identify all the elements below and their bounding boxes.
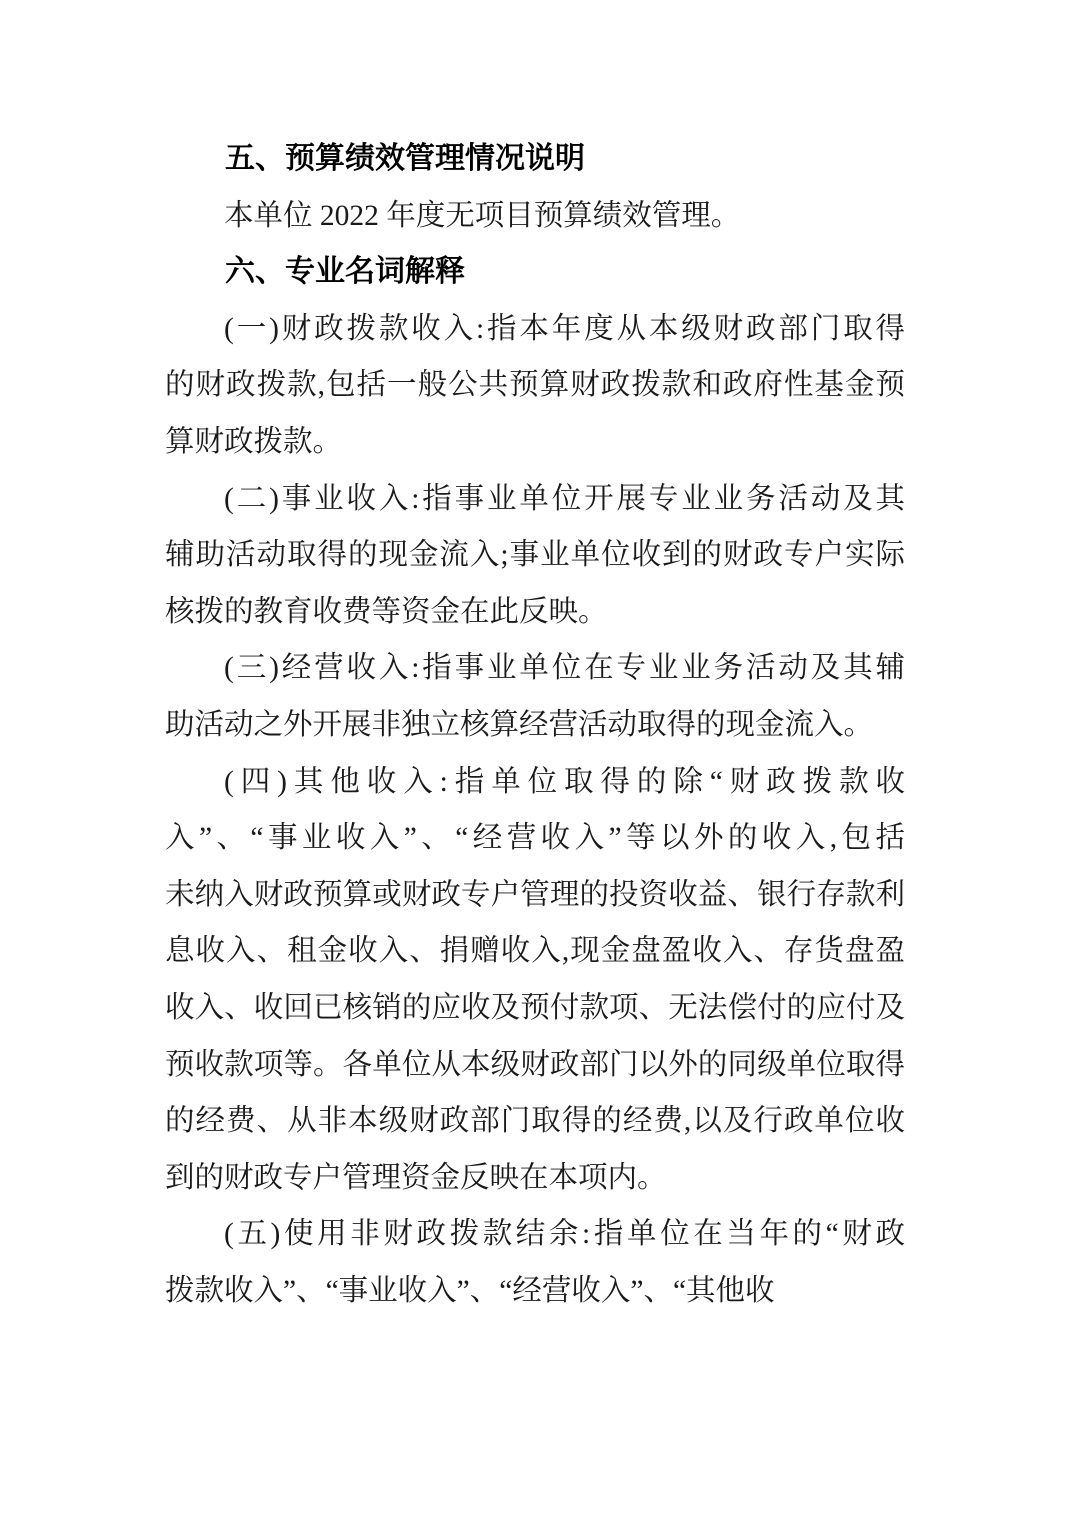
text-line: 入”、“事业收入”、“经营收入”等以外的收入,包括: [165, 822, 905, 855]
section-heading-terminology: 六、专业名词解释: [225, 255, 465, 289]
text-line: (二)事业收入:指事业单位开展专业业务活动及其: [224, 482, 905, 515]
text-line: 算财政拨款。: [165, 425, 343, 458]
text-line: (四)其他收入:指单位取得的除“财政拨款收: [224, 765, 905, 798]
section-heading-budget-performance: 五、预算绩效管理情况说明: [225, 142, 585, 175]
text-line: 辅助活动取得的现金流入;事业单位收到的财政专户实际: [165, 539, 905, 572]
text-line: 预收款项等。各单位从本级财政部门以外的同级单位取得: [165, 1048, 905, 1081]
text-line: 息收入、租金收入、捐赠收入,现金盘盈收入、存货盘盈: [165, 935, 905, 968]
text-line: 的经费、从非本级财政部门取得的经费,以及行政单位收: [165, 1105, 905, 1138]
text-line: 核拨的教育收费等资金在此反映。: [165, 595, 608, 628]
text-line: 到的财政专户管理资金反映在本项内。: [165, 1161, 667, 1194]
text-line: 拨款收入”、“事业收入”、“经营收入”、“其他收: [165, 1274, 775, 1307]
text-line: 助活动之外开展非独立核算经营活动取得的现金流入。: [165, 708, 874, 741]
text-line: 收入、收回已核销的应收及预付款项、无法偿付的应付及: [165, 991, 905, 1024]
text-line: (一)财政拨款收入:指本年度从本级财政部门取得: [224, 312, 905, 345]
text-line: (五)使用非财政拨款结余:指单位在当年的“财政: [224, 1218, 905, 1251]
text-line: 本单位 2022 年度无项目预算绩效管理。: [224, 199, 741, 232]
text-line: (三)经营收入:指事业单位在专业业务活动及其辅: [224, 652, 905, 685]
text-line: 未纳入财政预算或财政专户管理的投资收益、银行存款利: [165, 878, 905, 911]
text-line: 的财政拨款,包括一般公共预算财政拨款和政府性基金预: [165, 369, 905, 402]
